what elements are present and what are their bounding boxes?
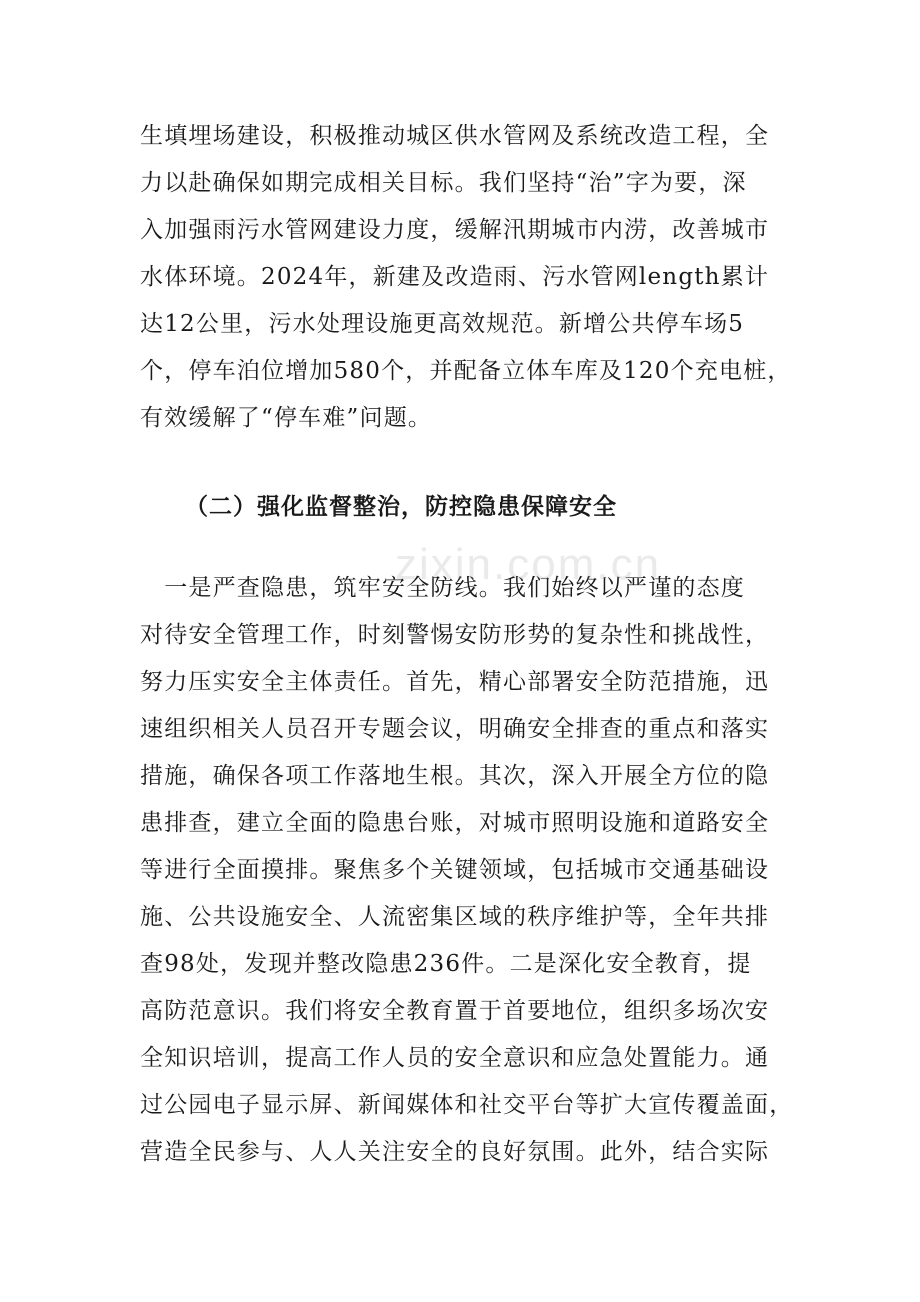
body-text-line: 全知识培训，提高工作人员的安全意识和应急处置能力。通	[140, 1045, 770, 1071]
body-text-line: 施、公共设施安全、人流密集区域的秩序维护等，全年共排	[140, 904, 770, 930]
body-text-line: 高防范意识。我们将安全教育置于首要地位，组织多场次安	[140, 998, 770, 1024]
body-text-line: 水体环境。2024年，新建及改造雨、污水管网length累计	[140, 264, 770, 290]
body-text-line: 措施，确保各项工作落地生根。其次，深入开展全方位的隐	[140, 763, 770, 789]
body-text-line: 患排查，建立全面的隐患台账，对城市照明设施和道路安全	[140, 810, 770, 836]
body-text-line: 一是严查隐患，筑牢安全防线。我们始终以严谨的态度	[140, 575, 745, 601]
body-text-line: 速组织相关人员召开专题会议，明确安全排查的重点和落实	[140, 716, 770, 742]
body-text-line: 查98处，发现并整改隐患236件。二是深化安全教育，提	[140, 951, 752, 977]
body-text-line: 努力压实安全主体责任。首先，精心部署安全防范措施，迅	[140, 669, 770, 695]
body-text-line: 个，停车泊位增加580个，并配备立体车库及120个充电桩，	[140, 358, 792, 384]
section-heading: （二）强化监督整治，防控隐患保障安全	[185, 493, 617, 520]
body-text-line: 营造全民参与、人人关注安全的良好氛围。此外，结合实际	[140, 1139, 770, 1165]
body-text-line: 生填埋场建设，积极推动城区供水管网及系统改造工程，全	[140, 123, 770, 149]
body-text-line: 入加强雨污水管网建设力度，缓解汛期城市内涝，改善城市	[140, 217, 770, 243]
watermark: zixin.com.cn	[395, 540, 662, 589]
body-text-line: 达12公里，污水处理设施更高效规范。新增公共停车场5	[140, 311, 745, 337]
body-text-line: 力以赴确保如期完成相关目标。我们坚持“治”字为要，深	[140, 170, 747, 196]
body-text-line: 对待安全管理工作，时刻警惕安防形势的复杂性和挑战性，	[140, 622, 770, 648]
body-text-line: 有效缓解了“停车难”问题。	[140, 405, 433, 431]
body-text-line: 等进行全面摸排。聚焦多个关键领域，包括城市交通基础设	[140, 857, 770, 883]
body-text-line: 过公园电子显示屏、新闻媒体和社交平台等扩大宣传覆盖面，	[140, 1092, 794, 1118]
